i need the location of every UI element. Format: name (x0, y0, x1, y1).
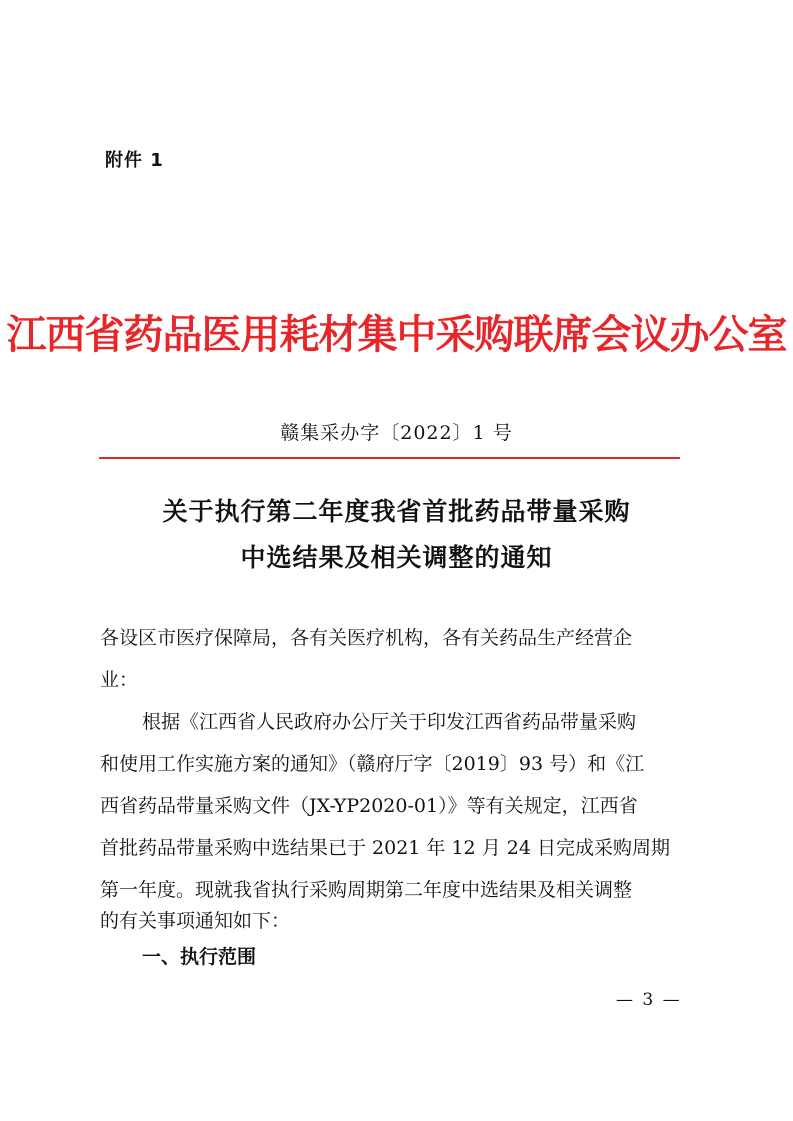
body-line: 首批药品带量采购中选结果已于 2021 年 12 月 24 日完成采购周期 (100, 837, 670, 859)
body-line: 第一年度。现就我省执行采购周期第二年度中选结果及相关调整 (100, 879, 633, 901)
notice-title-line-1: 关于执行第二年度我省首批药品带量采购 (162, 497, 631, 526)
issuing-organization: 江西省药品医用耗材集中采购联席会议办公室 (6, 311, 787, 358)
body-line: 和使用工作实施方案的通知》（赣府厅字〔2019〕93 号）和《江 (100, 753, 645, 775)
body-line: 的有关事项通知如下： (100, 910, 291, 932)
notice-title-line-2: 中选结果及相关调整的通知 (240, 543, 553, 572)
section-heading: 一、执行范围 (142, 946, 257, 968)
attachment-label: 附件 1 (105, 150, 164, 171)
body-line: 西省药品带量采购文件（JX-YP2020-01）》等有关规定，江西省 (100, 795, 638, 817)
body-line: 各设区市医疗保障局，各有关医疗机构，各有关药品生产经营企 (100, 627, 633, 649)
red-divider-line (99, 457, 680, 459)
body-line: 业： (100, 669, 139, 691)
page-number: — 3 — (616, 990, 682, 1010)
document-number: 赣集采办字〔2022〕1 号 (280, 422, 513, 444)
body-line: 根据《江西省人民政府办公厅关于印发江西省药品带量采购 (142, 711, 637, 733)
